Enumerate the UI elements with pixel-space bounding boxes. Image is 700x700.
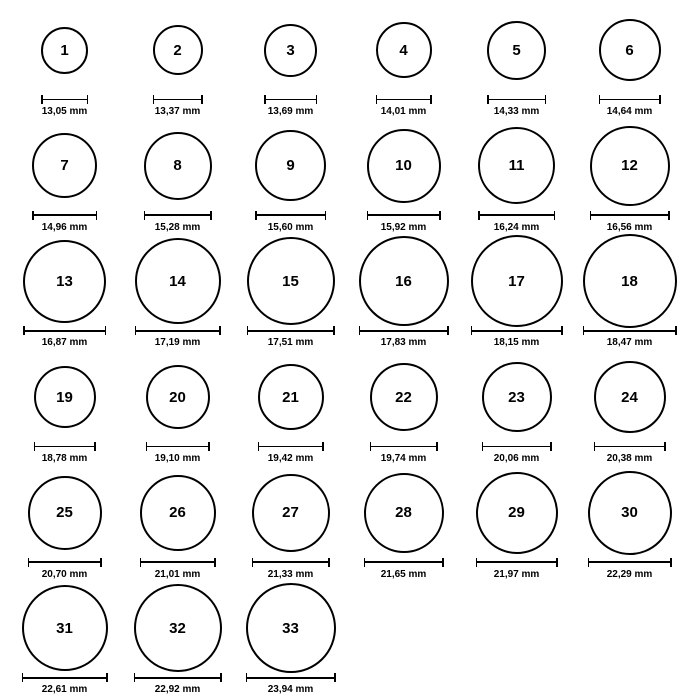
diameter-label: 17,83 mm [380, 337, 427, 349]
ring-circle[interactable] [23, 240, 106, 323]
ring-size-number: 5 [512, 41, 521, 59]
ring-circle[interactable] [28, 476, 102, 550]
diameter-label: 22,61 mm [41, 684, 88, 696]
ring-circle-wrap [41, 6, 88, 94]
caliper-icon [599, 95, 661, 104]
ring-circle-wrap [588, 469, 672, 557]
ring-size-number: 8 [173, 157, 182, 175]
diameter-measure [487, 95, 546, 117]
caliper-icon [146, 442, 210, 451]
caliper-icon [264, 95, 317, 104]
caliper-icon [140, 558, 216, 567]
ring-circle[interactable] [476, 472, 558, 554]
diameter-label: 16,24 mm [493, 221, 540, 233]
diameter-measure [359, 326, 449, 348]
caliper-icon [487, 95, 546, 104]
diameter-label: 22,29 mm [606, 568, 653, 580]
ring-circle-wrap [376, 6, 432, 94]
ring-size-cell[interactable] [573, 469, 686, 580]
ring-size-number: 4 [399, 41, 408, 59]
caliper-icon [588, 558, 672, 567]
ring-size-number: 24 [621, 388, 638, 406]
diameter-measure [258, 442, 324, 464]
ring-size-cell[interactable] [460, 353, 573, 464]
ring-circle[interactable] [144, 132, 212, 200]
diameter-label: 13,05 mm [41, 106, 88, 117]
diameter-measure [370, 442, 438, 464]
ring-size-cell[interactable] [347, 237, 460, 348]
ring-size-number: 33 [282, 619, 299, 637]
diameter-measure [140, 558, 216, 580]
diameter-label: 20,38 mm [606, 453, 653, 465]
ring-circle[interactable] [32, 133, 97, 198]
ring-circle-wrap [144, 122, 212, 210]
ring-size-number: 16 [395, 272, 412, 290]
diameter-measure [246, 673, 336, 695]
caliper-icon [34, 442, 96, 451]
ring-size-cell[interactable] [347, 353, 460, 464]
ring-size-number: 9 [286, 157, 295, 175]
diameter-label: 19,74 mm [380, 453, 427, 465]
ring-size-number: 19 [56, 388, 73, 406]
diameter-measure [599, 95, 661, 117]
diameter-label: 22,92 mm [154, 684, 201, 696]
ring-size-number: 21 [282, 388, 299, 406]
diameter-measure [153, 95, 203, 117]
diameter-label: 23,94 mm [267, 684, 314, 696]
ring-size-cell[interactable] [121, 584, 234, 695]
ring-size-cell[interactable] [573, 237, 686, 348]
ring-circle-wrap [146, 353, 210, 441]
ring-size-number: 13 [56, 272, 73, 290]
ring-size-row [8, 469, 692, 585]
ring-circle[interactable] [478, 127, 555, 204]
ring-size-number: 25 [56, 504, 73, 522]
ring-size-cell[interactable] [121, 469, 234, 580]
ring-size-cell[interactable] [8, 237, 121, 348]
diameter-label: 15,92 mm [380, 221, 427, 233]
diameter-measure [23, 326, 106, 348]
ring-circle[interactable] [146, 365, 210, 429]
ring-circle-wrap [23, 237, 106, 325]
ring-size-cell[interactable] [8, 6, 121, 117]
ring-circle-wrap [471, 237, 563, 325]
ring-circle-wrap [599, 6, 661, 94]
caliper-icon [247, 326, 335, 335]
ring-circle[interactable] [252, 474, 330, 552]
diameter-label: 13,69 mm [267, 106, 314, 117]
ring-circle-wrap [583, 237, 677, 325]
ring-size-row [8, 122, 692, 238]
diameter-label: 16,56 mm [606, 221, 653, 233]
ring-size-cell[interactable] [121, 353, 234, 464]
ring-circle[interactable] [471, 235, 563, 327]
ring-circle-wrap [140, 469, 216, 557]
diameter-measure [478, 211, 555, 233]
ring-circle[interactable] [482, 362, 552, 432]
ring-circle[interactable] [599, 19, 661, 81]
caliper-icon [32, 211, 97, 220]
ring-size-number: 22 [395, 388, 412, 406]
ring-size-number: 7 [60, 157, 69, 175]
ring-size-number: 15 [282, 272, 299, 290]
ring-circle-wrap [258, 353, 324, 441]
ring-size-cell[interactable] [8, 122, 121, 233]
ring-circle[interactable] [370, 363, 438, 431]
diameter-measure [367, 211, 441, 233]
ring-size-cell[interactable] [234, 237, 347, 348]
ring-circle[interactable] [594, 361, 666, 433]
ring-circle-wrap [134, 584, 222, 672]
diameter-label: 20,06 mm [493, 453, 540, 465]
diameter-label: 19,10 mm [154, 453, 201, 465]
ring-circle-wrap [153, 6, 203, 94]
diameter-measure [135, 326, 221, 348]
diameter-measure [252, 558, 330, 580]
ring-size-number: 10 [395, 157, 412, 175]
diameter-measure [594, 442, 666, 464]
ring-size-cell[interactable] [121, 237, 234, 348]
caliper-icon [590, 211, 670, 220]
caliper-icon [134, 673, 222, 682]
diameter-measure [28, 558, 102, 580]
ring-size-number: 20 [169, 388, 186, 406]
diameter-label: 14,01 mm [380, 106, 427, 117]
ring-circle-wrap [478, 122, 555, 210]
diameter-label: 21,65 mm [380, 568, 427, 580]
caliper-icon [135, 326, 221, 335]
ring-size-number: 11 [508, 157, 525, 175]
ring-size-cell[interactable] [8, 584, 121, 695]
ring-circle-wrap [28, 469, 102, 557]
diameter-label: 20,70 mm [41, 568, 88, 580]
diameter-measure [376, 95, 432, 117]
caliper-icon [28, 558, 102, 567]
diameter-measure [255, 211, 326, 233]
ring-size-number: 23 [508, 388, 525, 406]
ring-circle[interactable] [258, 364, 324, 430]
diameter-label: 21,33 mm [267, 568, 314, 580]
caliper-icon [22, 673, 108, 682]
caliper-icon [359, 326, 449, 335]
ring-size-cell[interactable] [460, 237, 573, 348]
diameter-label: 18,47 mm [606, 337, 653, 349]
ring-size-number: 3 [286, 41, 295, 59]
diameter-label: 18,15 mm [493, 337, 540, 349]
caliper-icon [471, 326, 563, 335]
ring-size-cell[interactable] [573, 353, 686, 464]
caliper-icon [246, 673, 336, 682]
caliper-icon [144, 211, 212, 220]
diameter-label: 21,01 mm [154, 568, 201, 580]
ring-size-cell[interactable] [234, 584, 347, 695]
ring-circle-wrap [476, 469, 558, 557]
ring-circle[interactable] [41, 27, 88, 74]
caliper-icon [153, 95, 203, 104]
diameter-measure [482, 442, 552, 464]
ring-size-cell[interactable] [234, 122, 347, 233]
diameter-measure [583, 326, 677, 348]
caliper-icon [376, 95, 432, 104]
caliper-icon [370, 442, 438, 451]
ring-size-number: 17 [508, 272, 525, 290]
ring-size-cell[interactable] [573, 6, 686, 117]
ring-circle[interactable] [140, 475, 216, 551]
ring-size-cell[interactable] [460, 122, 573, 233]
caliper-icon [476, 558, 558, 567]
ring-circle[interactable] [264, 24, 317, 77]
diameter-measure [588, 558, 672, 580]
ring-size-row [8, 237, 692, 353]
ring-size-number: 27 [282, 504, 299, 522]
ring-size-cell[interactable] [121, 122, 234, 233]
caliper-icon [364, 558, 444, 567]
ring-size-cell[interactable] [234, 6, 347, 117]
ring-circle-wrap [364, 469, 444, 557]
ring-circle[interactable] [255, 130, 326, 201]
diameter-label: 19,42 mm [267, 453, 314, 465]
diameter-label: 14,33 mm [493, 106, 540, 117]
ring-circle-wrap [252, 469, 330, 557]
diameter-measure [471, 326, 563, 348]
diameter-measure [364, 558, 444, 580]
ring-size-number: 31 [56, 619, 73, 637]
ring-circle[interactable] [153, 25, 203, 75]
diameter-label: 18,78 mm [41, 453, 88, 465]
ring-circle[interactable] [376, 22, 432, 78]
caliper-icon [252, 558, 330, 567]
ring-size-cell[interactable] [460, 469, 573, 580]
ring-circle[interactable] [246, 583, 336, 673]
ring-circle-wrap [370, 353, 438, 441]
ring-size-cell[interactable] [347, 6, 460, 117]
ring-circle[interactable] [487, 21, 546, 80]
ring-size-number: 1 [60, 41, 69, 59]
ring-circle-wrap [594, 353, 666, 441]
ring-size-cell[interactable] [460, 6, 573, 117]
ring-size-number: 29 [508, 504, 525, 522]
diameter-measure [476, 558, 558, 580]
ring-circle-wrap [255, 122, 326, 210]
ring-circle-wrap [359, 237, 449, 325]
ring-size-cell[interactable] [8, 469, 121, 580]
ring-circle[interactable] [135, 238, 221, 324]
ring-circle[interactable] [22, 585, 108, 671]
ring-circle-wrap [135, 237, 221, 325]
ring-circle[interactable] [247, 237, 335, 325]
ring-circle-wrap [487, 6, 546, 94]
caliper-icon [41, 95, 88, 104]
ring-circle-wrap [482, 353, 552, 441]
diameter-label: 17,19 mm [154, 337, 201, 349]
caliper-icon [255, 211, 326, 220]
diameter-label: 17,51 mm [267, 337, 314, 349]
ring-circle-wrap [32, 122, 97, 210]
ring-circle[interactable] [590, 126, 670, 206]
diameter-label: 13,37 mm [154, 106, 201, 117]
ring-circle-wrap [246, 584, 336, 672]
ring-size-number: 6 [625, 41, 634, 59]
diameter-measure [247, 326, 335, 348]
ring-size-cell[interactable] [234, 353, 347, 464]
ring-size-number: 2 [173, 41, 182, 59]
ring-circle-wrap [247, 237, 335, 325]
diameter-measure [146, 442, 210, 464]
ring-size-number: 14 [169, 272, 186, 290]
ring-circle-wrap [590, 122, 670, 210]
diameter-measure [590, 211, 670, 233]
diameter-measure [32, 211, 97, 233]
ring-circle[interactable] [588, 471, 672, 555]
diameter-measure [34, 442, 96, 464]
ring-circle[interactable] [359, 236, 449, 326]
ring-size-number: 28 [395, 504, 412, 522]
diameter-measure [22, 673, 108, 695]
ring-size-cell[interactable] [347, 122, 460, 233]
ring-circle[interactable] [34, 366, 96, 428]
diameter-measure [134, 673, 222, 695]
ring-size-row [8, 6, 692, 122]
ring-size-cell[interactable] [573, 122, 686, 233]
diameter-label: 16,87 mm [41, 337, 88, 349]
ring-circle-wrap [367, 122, 441, 210]
ring-size-cell[interactable] [8, 353, 121, 464]
ring-circle[interactable] [583, 234, 677, 328]
ring-size-cell[interactable] [121, 6, 234, 117]
ring-size-number: 32 [169, 619, 186, 637]
ring-circle[interactable] [134, 584, 222, 672]
ring-size-number: 12 [621, 157, 638, 175]
ring-size-number: 26 [169, 504, 186, 522]
ring-circle[interactable] [364, 473, 444, 553]
caliper-icon [594, 442, 666, 451]
caliper-icon [482, 442, 552, 451]
diameter-label: 14,96 mm [41, 221, 88, 233]
diameter-label: 15,28 mm [154, 221, 201, 233]
ring-circle[interactable] [367, 129, 441, 203]
diameter-label: 14,64 mm [606, 106, 653, 117]
diameter-label: 21,97 mm [493, 568, 540, 580]
caliper-icon [23, 326, 106, 335]
ring-size-row [8, 584, 692, 700]
ring-circle-wrap [264, 6, 317, 94]
ring-size-row [8, 353, 692, 469]
ring-size-cell[interactable] [347, 469, 460, 580]
diameter-measure [264, 95, 317, 117]
diameter-label: 15,60 mm [267, 221, 314, 233]
caliper-icon [478, 211, 555, 220]
caliper-icon [258, 442, 324, 451]
diameter-measure [144, 211, 212, 233]
ring-size-number: 30 [621, 504, 638, 522]
caliper-icon [367, 211, 441, 220]
ring-circle-wrap [22, 584, 108, 672]
ring-size-number: 18 [621, 272, 638, 290]
caliper-icon [583, 326, 677, 335]
ring-size-cell[interactable] [234, 469, 347, 580]
diameter-measure [41, 95, 88, 117]
ring-circle-wrap [34, 353, 96, 441]
